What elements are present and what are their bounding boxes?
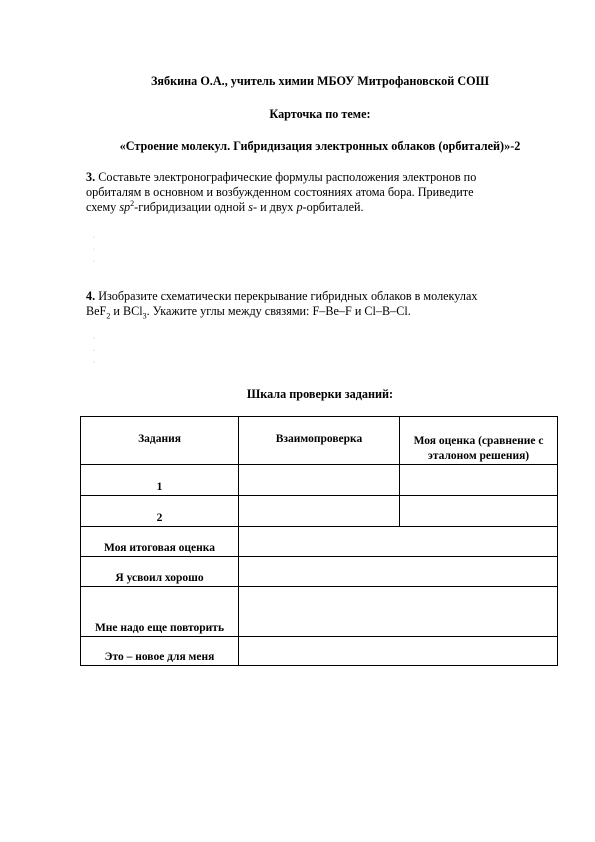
header-self: [400, 417, 558, 465]
mark: ·: [93, 235, 95, 241]
scale-title: Шкала проверки заданий:: [246, 387, 394, 401]
mark: ·: [93, 259, 95, 265]
formula-bef: BeF: [86, 304, 107, 318]
self-cell[interactable]: [400, 465, 558, 496]
peer-cell[interactable]: [239, 496, 400, 527]
final-grade-cell[interactable]: [239, 527, 558, 557]
sp-symbol: sp: [119, 200, 131, 214]
paragraph-marks-1: [93, 232, 95, 268]
cell-text: Задания: [138, 433, 181, 445]
p-symbol: p: [296, 200, 303, 214]
row-label: 2: [81, 496, 239, 527]
text-fragment: -гибридизации одной: [134, 200, 249, 214]
paragraph-marks-2: [93, 333, 95, 369]
text-fragment: . Укажите углы между связями: F–Be–F и Cl–B–Cl.: [146, 304, 411, 318]
text-fragment: -орбиталей.: [302, 200, 364, 214]
task-3-line-2: орбиталям в основном и возбужденном состояниях атома бора. Приведите: [86, 185, 474, 199]
task-3-line-1: Составьте электронографические формулы расположения электронов по: [98, 170, 477, 184]
new-cell[interactable]: [239, 637, 558, 666]
mark: ·: [93, 360, 95, 366]
mark: ·: [93, 348, 95, 354]
check-table: [80, 416, 558, 666]
task-3-line-3: [86, 200, 556, 215]
subscript-3: 3: [142, 311, 147, 321]
table-row: [81, 527, 558, 557]
superscript-2: 2: [130, 198, 135, 208]
task-3-number: 3.: [86, 170, 96, 184]
header-tasks: [81, 417, 239, 465]
mark: ·: [93, 247, 95, 253]
header-peer: [239, 417, 400, 465]
row-label: Мне надо еще повторить: [81, 587, 239, 637]
topic-heading: «Строение молекул. Гибридизация электронных облаков (орбиталей)»-2: [119, 139, 521, 153]
row-label: Это – новое для меня: [81, 637, 239, 666]
cell-text: Взаимопроверка: [275, 433, 363, 445]
subscript-2: 2: [106, 311, 111, 321]
task-4-line-1: Изобразите схематически перекрывание гибридных облаков в молекулах: [98, 289, 478, 303]
text-fragment: - и двух: [253, 200, 297, 214]
mark: ·: [93, 336, 95, 342]
s-symbol: s: [248, 200, 253, 214]
self-cell[interactable]: [400, 496, 558, 527]
table-row: [81, 587, 558, 637]
task-4-line-2: [86, 304, 556, 319]
table-row: [81, 465, 558, 496]
row-label: Моя итоговая оценка: [81, 527, 239, 557]
learned-cell[interactable]: [239, 557, 558, 587]
table-row: [81, 637, 558, 666]
text-fragment: схему: [86, 200, 120, 214]
repeat-cell[interactable]: [239, 587, 558, 637]
task-4-number: 4.: [86, 289, 96, 303]
table-row: [81, 557, 558, 587]
peer-cell[interactable]: [239, 465, 400, 496]
row-label: Я усвоил хорошо: [81, 557, 239, 587]
card-heading: Карточка по теме:: [269, 107, 371, 121]
task-3: [86, 170, 556, 215]
cell-text: Моя оценка (сравнение с эталоном решения): [413, 435, 544, 462]
formula-bcl: и BCl: [110, 304, 143, 318]
table-row: [81, 496, 558, 527]
task-4: [86, 289, 556, 319]
table-header-row: [81, 417, 558, 465]
row-label: 1: [81, 465, 239, 496]
author-line: Зябкина О.А., учитель химии МБОУ Митрофановской СОШ: [151, 74, 489, 88]
